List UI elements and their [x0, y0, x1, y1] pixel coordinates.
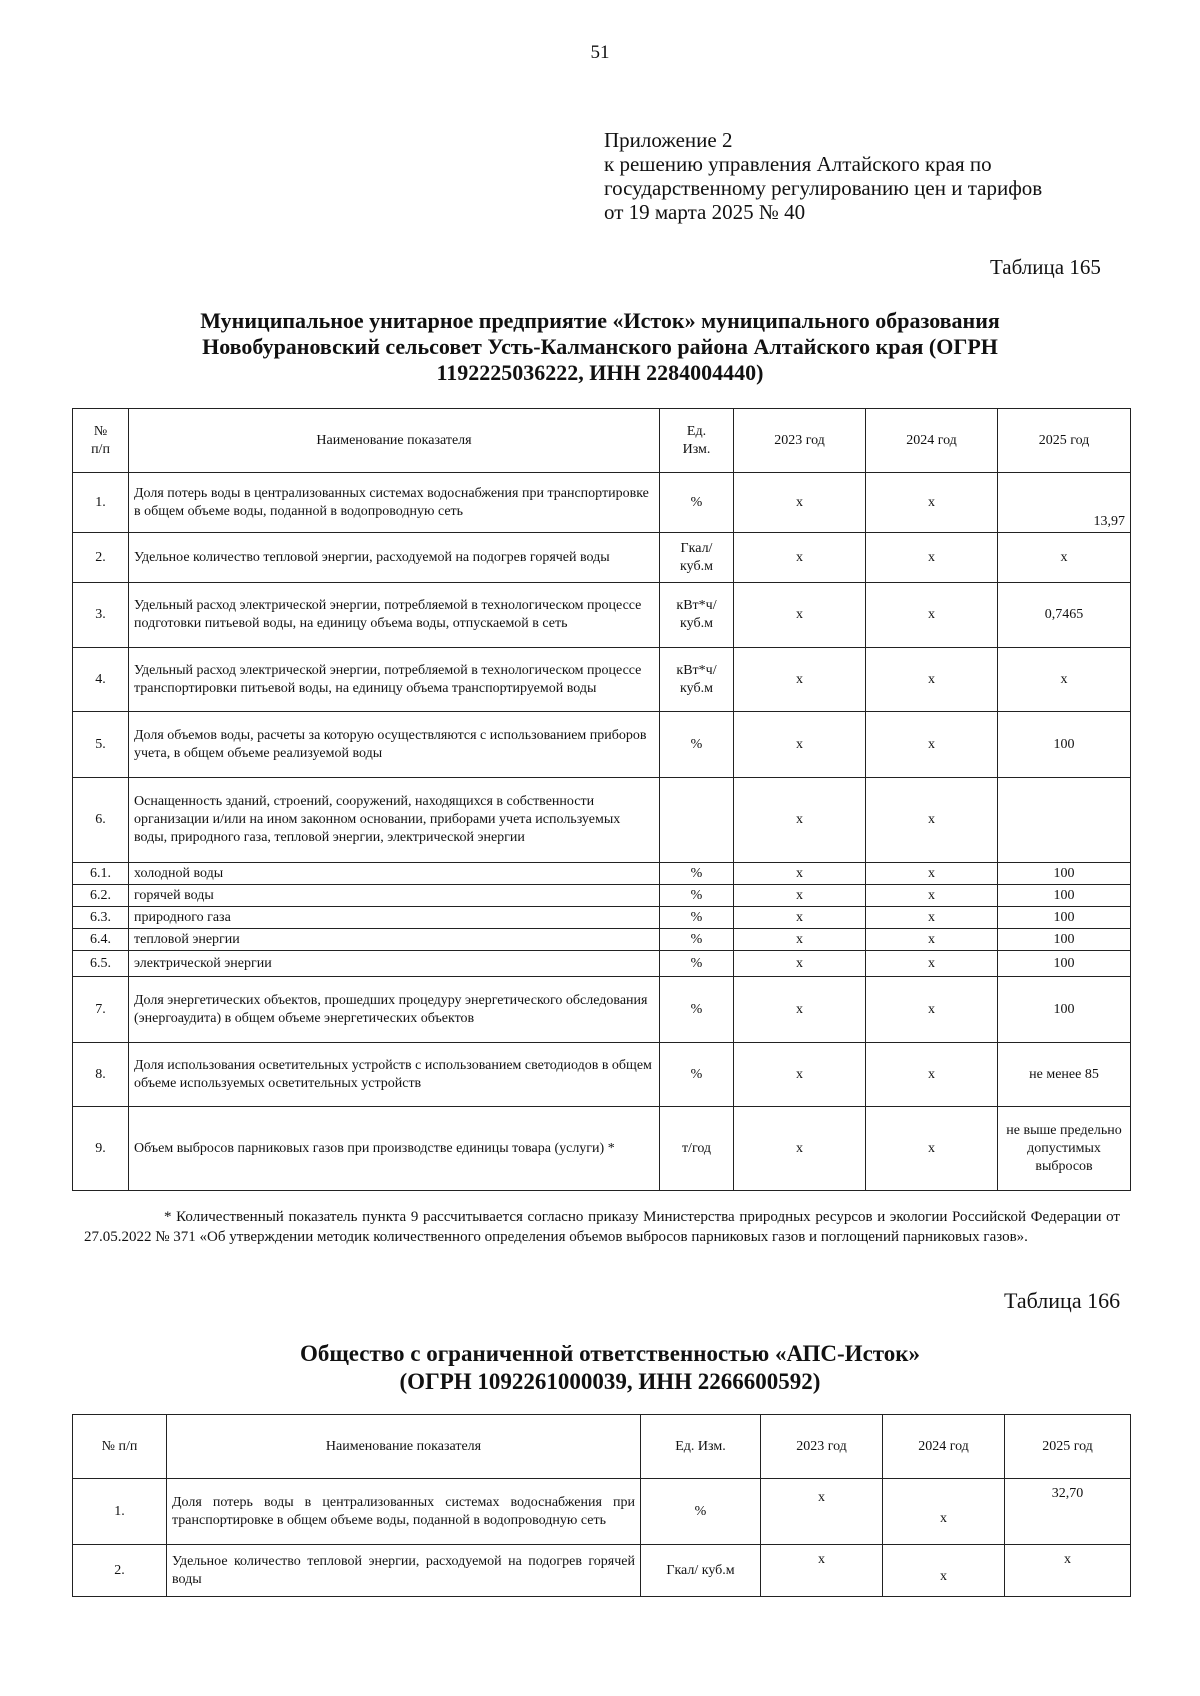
header-unit: Ед. Изм. [660, 409, 734, 473]
cell-2023: х [761, 1479, 883, 1545]
table-row [73, 951, 1131, 977]
footnote-text: * Количественный показатель пункта 9 рассчитывается согласно приказу Министерства природных ресурсов и экологии Российской Федерации от 27.05.2022 № 371 «Об утверждении методик количественного определения объемов выбросов парниковых газов и поглощений парниковых газов». [84, 1209, 1120, 1245]
table-row [73, 1043, 1131, 1107]
cell-2024: х [866, 533, 998, 583]
cell-num: 2. [73, 1545, 167, 1597]
appendix-reference [604, 128, 1042, 224]
title-line: Новобурановский сельсовет Усть-Калманского района Алтайского края (ОГРН [202, 334, 998, 359]
table-row [73, 583, 1131, 648]
cell-unit: кВт*ч/ куб.м [660, 583, 734, 648]
cell-2025: 100 [998, 712, 1131, 778]
cell-2023: х [761, 1545, 883, 1597]
title-line: Муниципальное унитарное предприятие «Исток» муниципального образования [200, 308, 1000, 333]
table-row [73, 1479, 1131, 1545]
cell-unit: Гкал/ куб.м [660, 533, 734, 583]
table-165-footnote [84, 1207, 1120, 1247]
appendix-line: Приложение 2 [604, 128, 733, 152]
cell-2024: х [883, 1479, 1005, 1545]
cell-name: Оснащенность зданий, строений, сооружений, находящихся в собственности организации и/или на ином законном основании, приборами учета используемых воды, природного газа, тепловой энергии, электрической энергии [129, 778, 660, 863]
table-166 [72, 1414, 1131, 1597]
cell-unit: Гкал/ куб.м [641, 1545, 761, 1597]
cell-unit: % [660, 929, 734, 951]
header-num: № п/п [73, 1415, 167, 1479]
cell-name: Доля использования осветительных устройств с использованием светодиодов в общем объеме используемых осветительных устройств [129, 1043, 660, 1107]
table-header-row [73, 409, 1131, 473]
cell-2023: х [734, 1043, 866, 1107]
cell-name: Доля потерь воды в централизованных системах водоснабжения при транспортировке в общем объеме воды, поданной в водопроводную сеть [129, 473, 660, 533]
cell-name: Удельное количество тепловой энергии, расходуемой на подогрев горячей воды [167, 1545, 641, 1597]
table-row [73, 907, 1131, 929]
header-name: Наименование показателя [129, 409, 660, 473]
title-line: Общество с ограниченной ответственностью «АПС-Исток» [299, 1341, 921, 1366]
cell-2025: 13,97 [998, 473, 1131, 533]
cell-2023: х [734, 863, 866, 885]
cell-2023: х [734, 778, 866, 863]
cell-name: Доля энергетических объектов, прошедших процедуру энергетического обследования (энергоаудита) в общем объеме энергетических объектов [129, 977, 660, 1043]
appendix-line: от 19 марта 2025 № 40 [604, 200, 806, 224]
cell-num: 1. [73, 1479, 167, 1545]
cell-2025: 100 [998, 977, 1131, 1043]
cell-2024: х [866, 1043, 998, 1107]
table-165 [72, 408, 1131, 1191]
cell-num: 6.2. [73, 885, 129, 907]
cell-num: 3. [73, 583, 129, 648]
cell-name: Объем выбросов парниковых газов при производстве единицы товара (услуги) * [129, 1107, 660, 1191]
cell-2025: 32,70 [1005, 1479, 1131, 1545]
cell-2024: х [866, 951, 998, 977]
cell-2023: х [734, 533, 866, 583]
cell-2025: х [1005, 1545, 1131, 1597]
header-2025: 2025 год [1005, 1415, 1131, 1479]
cell-2024: х [866, 885, 998, 907]
appendix-line: к решению управления Алтайского края по [604, 152, 992, 176]
header-2025: 2025 год [998, 409, 1131, 473]
cell-unit: кВт*ч/ куб.м [660, 648, 734, 712]
cell-name: Доля потерь воды в централизованных системах водоснабжения при транспортировке в общем объеме воды, поданной в водопроводную сеть [167, 1479, 641, 1545]
cell-num: 8. [73, 1043, 129, 1107]
cell-num: 6.4. [73, 929, 129, 951]
header-2024: 2024 год [883, 1415, 1005, 1479]
cell-unit: % [641, 1479, 761, 1545]
title-line: (ОГРН 1092261000039, ИНН 2266600592) [399, 1369, 821, 1394]
cell-name: Доля объемов воды, расчеты за которую осуществляются с использованием приборов учета, в общем объеме реализуемой воды [129, 712, 660, 778]
cell-2024: х [866, 778, 998, 863]
cell-2025: х [998, 648, 1131, 712]
table-row [73, 863, 1131, 885]
cell-name: горячей воды [129, 885, 660, 907]
cell-2023: х [734, 951, 866, 977]
header-2024: 2024 год [866, 409, 998, 473]
cell-unit: т/год [660, 1107, 734, 1191]
cell-2025: 0,7465 [998, 583, 1131, 648]
table-166-caption: Таблица 166 [1004, 1288, 1121, 1313]
cell-2023: х [734, 648, 866, 712]
cell-2025: не выше предельно допустимых выбросов [998, 1107, 1131, 1191]
table-row [73, 929, 1131, 951]
cell-num: 2. [73, 533, 129, 583]
header-num: № п/п [73, 409, 129, 473]
cell-2023: х [734, 977, 866, 1043]
cell-name: Удельный расход электрической энергии, потребляемой в технологическом процессе транспортировки питьевой воды, на единицу объема транспортируемой воды [129, 648, 660, 712]
header-unit: Ед. Изм. [641, 1415, 761, 1479]
cell-2024: х [866, 907, 998, 929]
cell-2023: х [734, 473, 866, 533]
cell-num: 6.5. [73, 951, 129, 977]
cell-2025: х [998, 533, 1131, 583]
cell-num: 9. [73, 1107, 129, 1191]
header-2023: 2023 год [761, 1415, 883, 1479]
table-header-row [73, 1415, 1131, 1479]
cell-2024: х [866, 977, 998, 1043]
cell-2024: х [866, 1107, 998, 1191]
cell-num: 6. [73, 778, 129, 863]
cell-2025: 100 [998, 863, 1131, 885]
cell-2025 [998, 778, 1131, 863]
cell-num: 4. [73, 648, 129, 712]
cell-2024: х [866, 929, 998, 951]
cell-2025: 100 [998, 951, 1131, 977]
cell-unit: % [660, 907, 734, 929]
cell-name: природного газа [129, 907, 660, 929]
cell-2024: х [866, 473, 998, 533]
page-number: 51 [590, 42, 610, 63]
appendix-line: государственному регулированию цен и тарифов [604, 176, 1043, 200]
table-row [73, 712, 1131, 778]
table-165-caption: Таблица 165 [990, 255, 1101, 279]
cell-unit [660, 778, 734, 863]
table-row [73, 1545, 1131, 1597]
table-row [73, 977, 1131, 1043]
cell-name: электрической энергии [129, 951, 660, 977]
cell-num: 6.1. [73, 863, 129, 885]
cell-num: 6.3. [73, 907, 129, 929]
header-2023: 2023 год [734, 409, 866, 473]
table-row [73, 1107, 1131, 1191]
cell-unit: % [660, 951, 734, 977]
table-165-title [100, 308, 1100, 386]
cell-2023: х [734, 712, 866, 778]
cell-unit: % [660, 885, 734, 907]
cell-num: 5. [73, 712, 129, 778]
cell-unit: % [660, 1043, 734, 1107]
header-name: Наименование показателя [167, 1415, 641, 1479]
cell-2024: х [883, 1545, 1005, 1597]
cell-name: холодной воды [129, 863, 660, 885]
table-row [73, 533, 1131, 583]
table-row [73, 778, 1131, 863]
cell-2023: х [734, 929, 866, 951]
cell-name: тепловой энергии [129, 929, 660, 951]
cell-2023: х [734, 885, 866, 907]
table-row [73, 648, 1131, 712]
table-row [73, 473, 1131, 533]
cell-unit: % [660, 863, 734, 885]
cell-2024: х [866, 583, 998, 648]
cell-2024: х [866, 648, 998, 712]
cell-name: Удельный расход электрической энергии, потребляемой в технологическом процессе подготовки питьевой воды, на единицу объема воды, отпускаемой в сеть [129, 583, 660, 648]
cell-2025: 100 [998, 929, 1131, 951]
cell-2025: 100 [998, 885, 1131, 907]
cell-unit: % [660, 977, 734, 1043]
cell-2025: не менее 85 [998, 1043, 1131, 1107]
cell-2023: х [734, 1107, 866, 1191]
table-row [73, 885, 1131, 907]
title-line: 1192225036222, ИНН 2284004440) [436, 360, 764, 385]
cell-name: Удельное количество тепловой энергии, расходуемой на подогрев горячей воды [129, 533, 660, 583]
cell-num: 7. [73, 977, 129, 1043]
cell-2025: 100 [998, 907, 1131, 929]
cell-unit: % [660, 473, 734, 533]
cell-2024: х [866, 712, 998, 778]
cell-2023: х [734, 583, 866, 648]
cell-2023: х [734, 907, 866, 929]
cell-unit: % [660, 712, 734, 778]
cell-2024: х [866, 863, 998, 885]
table-166-title [200, 1340, 1020, 1396]
cell-num: 1. [73, 473, 129, 533]
